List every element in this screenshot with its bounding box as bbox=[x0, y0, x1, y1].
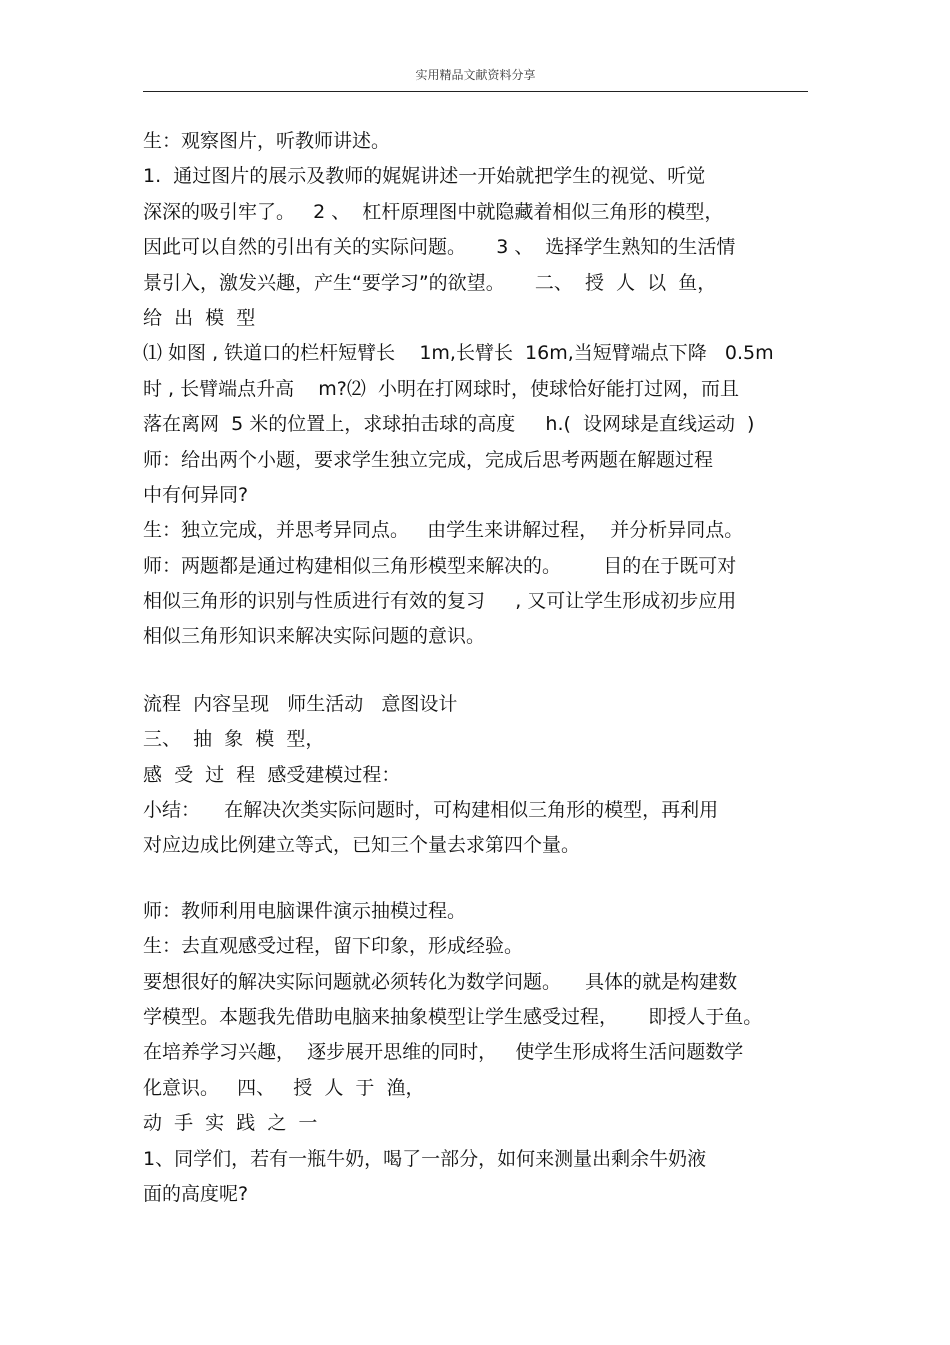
text-line: 深深的吸引牢了。 2 、 杠杆原理图中就隐藏着相似三角形的模型， bbox=[143, 200, 724, 223]
text-line: 因此可以自然的引出有关的实际问题。 3 、 选择学生熟知的生活情 bbox=[143, 236, 736, 259]
text-line: 三、 抽 象 模 型， bbox=[143, 728, 325, 751]
text-line: 感 受 过 程 感受建模过程： bbox=[143, 763, 401, 786]
text-line: 在培养学习兴趣， 逐步展开思维的同时， 使学生形成将生活问题数学 bbox=[143, 1041, 744, 1064]
text-line: 流程 内容呈现 师生活动 意图设计 bbox=[143, 692, 458, 715]
text-line: 面的高度呢? bbox=[143, 1182, 249, 1205]
paragraph-section-1 bbox=[143, 124, 808, 655]
text-line: 对应边成比例建立等式，已知三个量去求第四个量。 bbox=[143, 834, 581, 857]
text-line: 要想很好的解决实际问题就必须转化为数学问题。 具体的就是构建数 bbox=[143, 970, 738, 993]
text-line: 师：给出两个小题，要求学生独立完成，完成后思考两题在解题过程 bbox=[143, 448, 714, 471]
paragraph-section-3 bbox=[143, 894, 808, 1213]
text-line: 景引入，激发兴趣，产生“要学习”的欲望。 二、 授 人 以 鱼， bbox=[143, 271, 717, 294]
text-line: 中有何异同? bbox=[143, 483, 249, 506]
page-header: 实用精品文献资料分享 bbox=[415, 68, 536, 82]
text-line: 落在离网 5 米的位置上，求球拍击球的高度 h.( 设网球是直线运动 ) bbox=[143, 413, 755, 436]
paragraph-gap bbox=[143, 864, 808, 894]
text-line: 给 出 模 型 bbox=[143, 306, 256, 329]
text-line: 相似三角形知识来解决实际问题的意识。 bbox=[143, 625, 486, 648]
text-line: 1、同学们，若有一瓶牛奶，喝了一部分，如何来测量出剩余牛奶液 bbox=[143, 1147, 707, 1170]
text-line: ⑴ 如图 , 铁道口的栏杆短臂长 1m,长臂长 16m,当短臂端点下降 0.5m bbox=[143, 342, 774, 365]
text-line: 小结： 在解决次类实际问题时，可构建相似三角形的模型，再利用 bbox=[143, 799, 719, 822]
text-line: 师：两题都是通过构建相似三角形模型来解决的。 目的在于既可对 bbox=[143, 554, 737, 577]
text-line: 师：教师利用电脑课件演示抽模过程。 bbox=[143, 899, 467, 922]
text-line: 1. 通过图片的展示及教师的娓娓讲述一开始就把学生的视觉、听觉 bbox=[143, 165, 706, 188]
text-line: 生：去直观感受过程，留下印象，形成经验。 bbox=[143, 935, 524, 958]
text-line: 化意识。 四、 授 人 于 渔， bbox=[143, 1076, 425, 1099]
document-body bbox=[143, 124, 808, 1212]
paragraph-gap bbox=[143, 655, 808, 687]
paragraph-section-2 bbox=[143, 687, 808, 864]
text-line: 学模型。本题我先借助电脑来抽象模型让学生感受过程， 即授人于鱼。 bbox=[143, 1005, 763, 1028]
header-divider bbox=[143, 91, 808, 92]
text-line: 生：独立完成，并思考异同点。 由学生来讲解过程， 并分析异同点。 bbox=[143, 519, 744, 542]
text-line: 时 , 长臂端点升高 m?⑵ 小明在打网球时，使球恰好能打过网，而且 bbox=[143, 377, 739, 400]
text-line: 相似三角形的识别与性质进行有效的复习 , 又可让学生形成初步应用 bbox=[143, 590, 737, 613]
text-line: 生：观察图片，听教师讲述。 bbox=[143, 130, 391, 152]
text-line: 动 手 实 践 之 一 bbox=[143, 1112, 318, 1135]
